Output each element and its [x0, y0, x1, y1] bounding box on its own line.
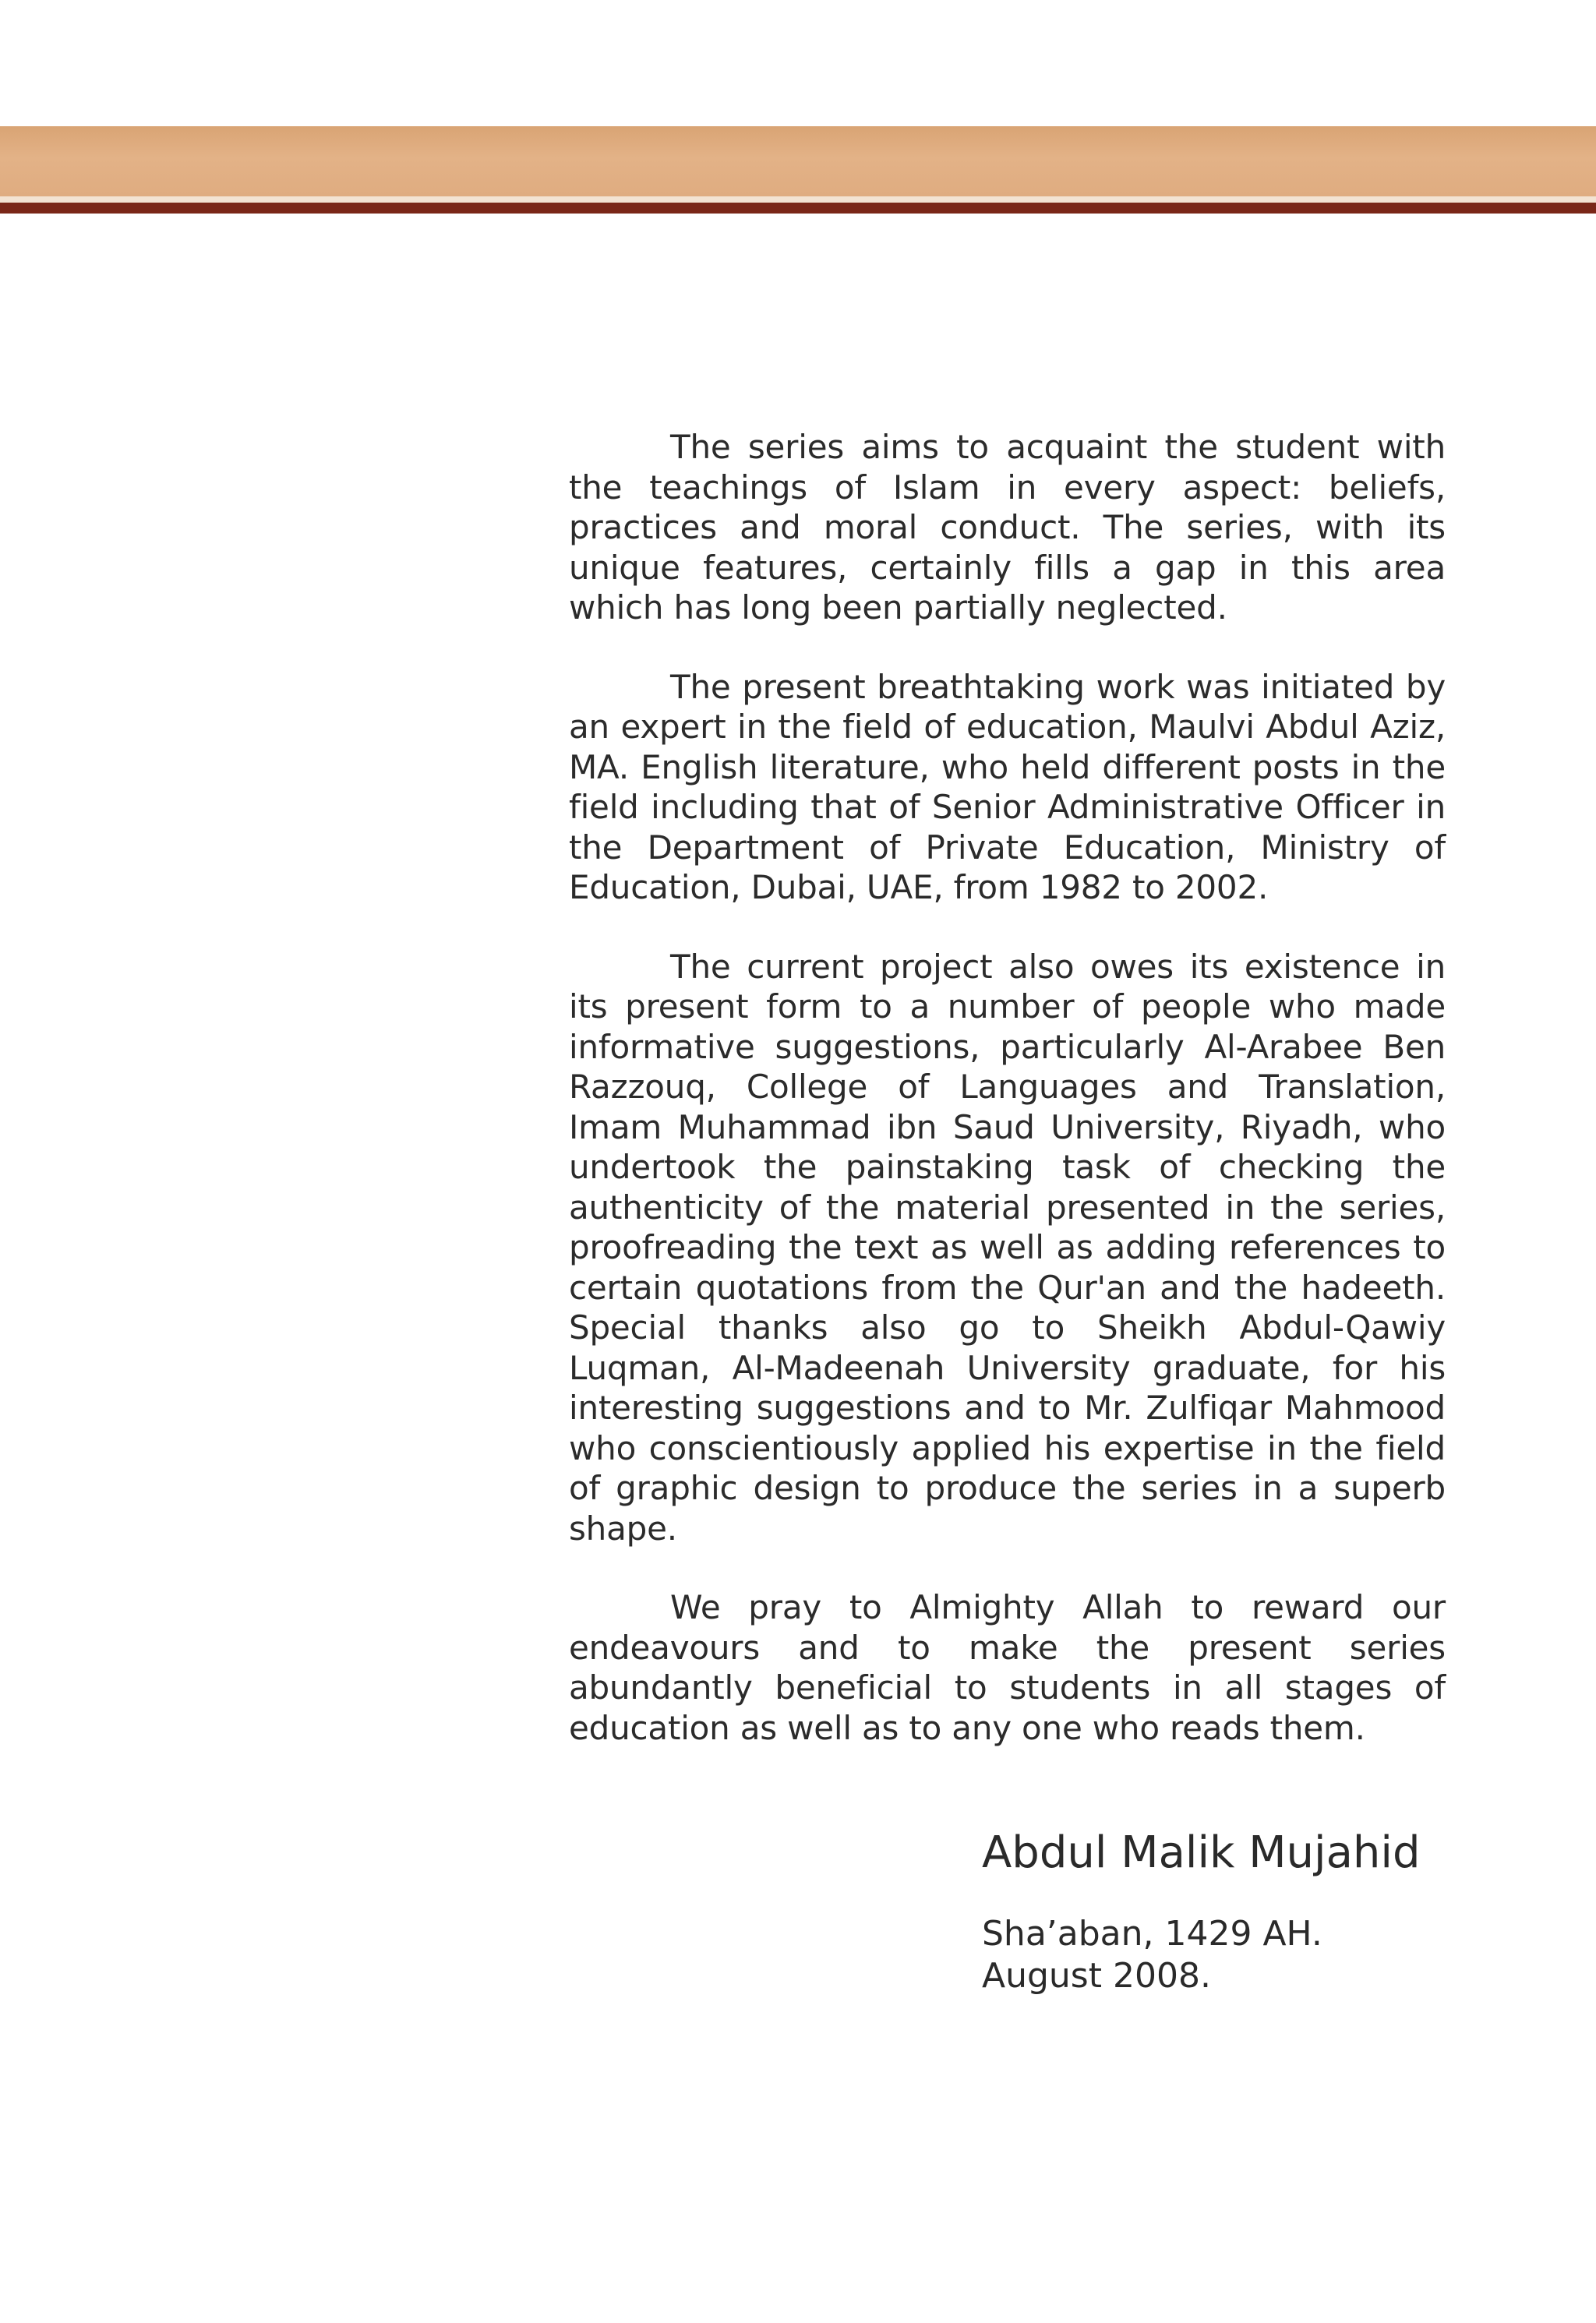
date-hijri: Sha’aban, 1429 AH.	[982, 1914, 1322, 1954]
date-gregorian: August 2008.	[982, 1956, 1211, 1996]
author-name: Abdul Malik Mujahid	[982, 1827, 1421, 1878]
preface-body	[569, 427, 1446, 1787]
header-divider-rule	[0, 203, 1596, 214]
paragraph-acknowledgements: The current project also owes its existence in its present form to a number of people who made informative suggestions, particularly Al-Arabee Ben Razzouq, College of Languages and Translation, Imam Muhammad ibn Saud University, Riyadh, who undertook the painstaking task of checking the authenticity of the material presented in the series, proofreading the text as well as adding references to certain quotations from the Qur'an and the hadeeth. Special thanks also go to Sheikh Abdul-Qawiy Luqman, Al-Madeenah University graduate, for his interesting suggestions and to Mr. Zulfiqar Mahmood who conscientiously applied his expertise in the field of graphic design to produce the series in a superb shape.	[569, 947, 1446, 1548]
paragraph-prayer: We pray to Almighty Allah to reward our endeavours and to make the present series abundantly beneficial to students in all stages of education as well as to any one who reads them.	[569, 1588, 1446, 1747]
signature-block	[982, 1826, 1527, 1997]
paragraph-series-aims: The series aims to acquaint the student with the teachings of Islam in every aspect: beliefs, practices and moral conduct. The series, with its unique features, certainly fills a gap in this area which has long been partially neglected.	[569, 428, 1446, 627]
paragraph-initiator: The present breathtaking work was initiated by an expert in the field of education, Maulvi Abdul Aziz, MA. English literature, who held different posts in the field including that of Senior Administrative Officer in the Department of Private Education, Ministry of Education, Dubai, UAE, from 1982 to 2002.	[569, 667, 1446, 906]
header-decorative-band	[0, 126, 1596, 196]
header-band-highlight	[0, 196, 1596, 203]
